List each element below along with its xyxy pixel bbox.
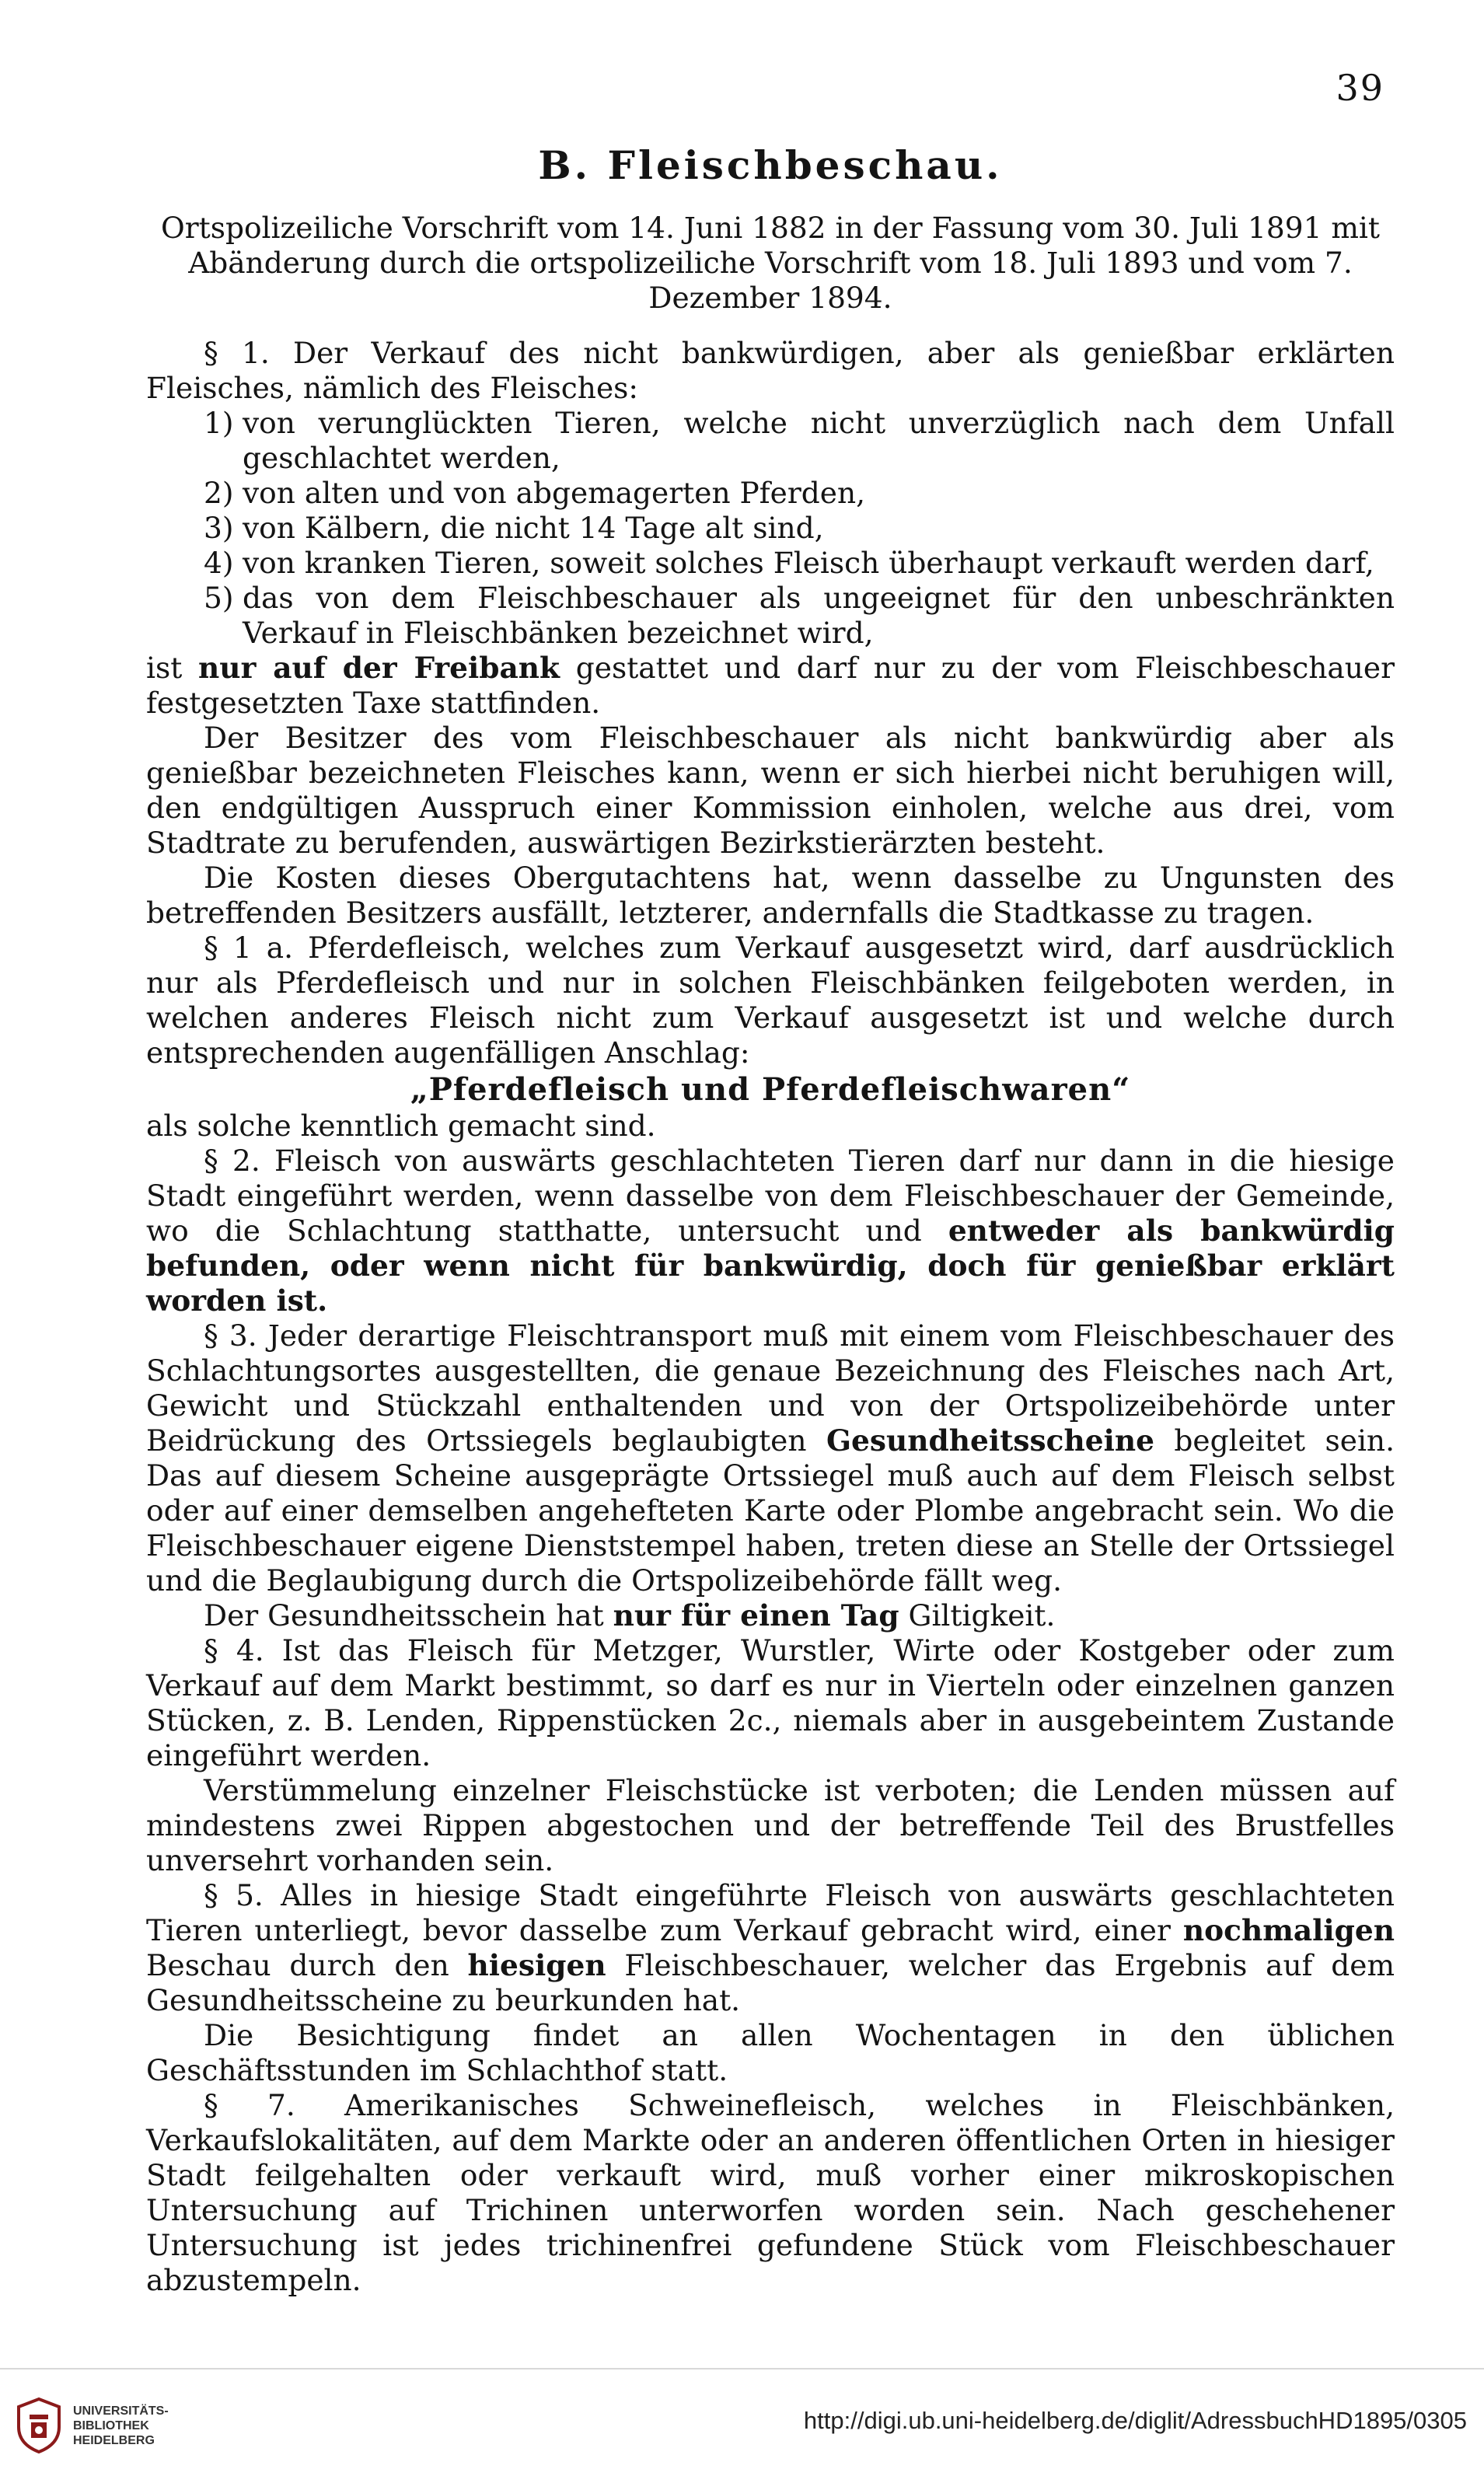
paragraph-s1-continuation: ist nur auf der Freibank gestattet und darf nur zu der vom Fleischbeschauer festgesetzten Taxe stattfinden.	[146, 651, 1395, 720]
paragraph-s4: § 4. Ist das Fleisch für Metzger, Wurstler, Wirte oder Kostgeber oder zum Verkauf auf dem Markt bestimmt, so darf es nur in Vierteln oder einzelnen ganzen Stücken, z. B. Lenden, Rippenstücken 2c., niemals aber in ausgebeintem Zustande eingeführt werden.	[146, 1633, 1395, 1772]
s1-list	[146, 406, 1395, 651]
university-seal-icon	[14, 2396, 64, 2455]
document-body	[146, 142, 1395, 2298]
paragraph-s1-intro: § 1. Der Verkauf des nicht bankwürdigen, aber als genießbar erklärten Fleisches, nämlich des Fleisches:	[146, 336, 1395, 405]
paragraph-s1-p2: Der Besitzer des vom Fleischbeschauer als nicht bankwürdig aber als genießbar bezeichneten Fleisches kann, wenn er sich hierbei nicht beruhigen will, den endgültigen Ausspruch einer Kommission einholen, welche aus drei, vom Stadtrate zu berufenden, auswärtigen Bezirkstierärzten besteht.	[146, 721, 1395, 860]
paragraph-s2: § 2. Fleisch von auswärts geschlachteten Tieren darf nur dann in die hiesige Stadt eingeführt werden, wenn dasselbe von dem Fleischbeschauer der Gemeinde, wo die Schlachtung statthatte, untersucht und entweder als bankwürdig befunden, oder wenn nicht für bankwürdig, doch für genießbar erklärt worden ist.	[146, 1144, 1395, 1318]
centered-sign-text: „Pferdefleisch und Pferdefleischwaren“	[410, 1071, 1131, 1108]
regulation-intro: Ortspolizeiliche Vorschrift vom 14. Juni 1882 in der Fassung vom 30. Juli 1891 mit Abänderung durch die ortspolizeiliche Vorschrift vom 18. Juli 1893 und vom 7. Dezember 1894.	[160, 211, 1380, 315]
section-heading: B. Fleischbeschau.	[538, 142, 1003, 188]
paragraph-s4-p2: Verstümmelung einzelner Fleischstücke ist verboten; die Lenden müssen auf mindestens zwei Rippen abgestochen und der betreffende Teil des Brustfelles unversehrt vorhanden sein.	[146, 1773, 1395, 1877]
footer-divider	[0, 2368, 1484, 2370]
library-name: UNIVERSITÄTS- BIBLIOTHEK HEIDELBERG	[73, 2404, 169, 2447]
paragraph-s3: § 3. Jeder derartige Fleischtransport muß mit einem vom Fleischbeschauer des Schlachtungsortes ausgestellten, die genaue Bezeichnung des Fleisches nach Art, Gewicht und Stückzahl enthaltenden und von der Ortspolizeibehörde unter Beidrückung des Ortssiegels beglaubigten Gesundheitsscheine begleitet sein. Das auf diesem Scheine ausgeprägte Ortssiegel muß auch auf dem Fleisch selbst oder auf einer demselben angehefteten Karte oder Plombe angebracht sein. Wo die Fleischbeschauer eigene Dienststempel haben, treten diese an Stelle der Ortssiegel und die Beglaubigung durch die Ortspolizeibehörde fällt weg.	[146, 1318, 1395, 1598]
source-url-link[interactable]: http://digi.ub.uni-heidelberg.de/diglit/AdressbuchHD1895/0305	[803, 2407, 1467, 2434]
list-item: 1) von verunglückten Tieren, welche nicht unverzüglich nach dem Unfall geschlachtet werden,	[204, 406, 1395, 475]
paragraph-s1a-end: als solche kenntlich gemacht sind.	[146, 1109, 656, 1143]
paragraph-s5: § 5. Alles in hiesige Stadt eingeführte Fleisch von auswärts geschlachteten Tieren unterliegt, bevor dasselbe zum Verkauf gebracht wird, einer nochmaligen Beschau durch den hiesigen Fleischbeschauer, welcher das Ergebnis auf dem Gesundheitsscheine zu beurkunden hat.	[146, 1878, 1395, 2017]
paragraph-s5-p2: Die Besichtigung findet an allen Wochentagen in den üblichen Geschäftsstunden im Schlachthof statt.	[146, 2018, 1395, 2087]
list-item: 2) von alten und von abgemagerten Pferden,	[204, 476, 866, 510]
paragraph-s1a: § 1 a. Pferdefleisch, welches zum Verkauf ausgesetzt wird, darf ausdrücklich nur als Pferdefleisch und nur in solchen Fleischbänken feilgeboten werden, in welchen anderes Fleisch nicht zum Verkauf ausgesetzt ist und welche durch entsprechenden augenfälligen Anschlag:	[146, 931, 1395, 1070]
library-logo[interactable]	[14, 2396, 169, 2455]
page-number: 39	[1336, 67, 1384, 109]
paragraph-s1-p3: Die Kosten dieses Obergutachtens hat, wenn dasselbe zu Ungunsten des betreffenden Besitzers ausfällt, letzterer, andernfalls die Stadtkasse zu tragen.	[146, 861, 1395, 930]
list-item: 4) von kranken Tieren, soweit solches Fleisch überhaupt verkauft werden darf,	[204, 546, 1374, 580]
paragraph-s3-p2: Der Gesundheitsschein hat nur für einen Tag Giltigkeit.	[204, 1598, 1056, 1633]
list-item: 3) von Kälbern, die nicht 14 Tage alt sind,	[204, 511, 824, 545]
paragraph-s7: § 7. Amerikanisches Schweinefleisch, welches in Fleischbänken, Verkaufslokalitäten, auf dem Markte oder an anderen öffentlichen Orten in hiesiger Stadt feilgehalten oder verkauft wird, muß vorher einer mikroskopischen Untersuchung auf Trichinen unterworfen worden sein. Nach geschehener Untersuchung ist jedes trichinenfrei gefundene Stück vom Fleischbeschauer abzustempeln.	[146, 2088, 1395, 2297]
list-item: 5) das von dem Fleischbeschauer als ungeeignet für den unbeschränkten Verkauf in Fleischbänken bezeichnet wird,	[204, 581, 1395, 650]
